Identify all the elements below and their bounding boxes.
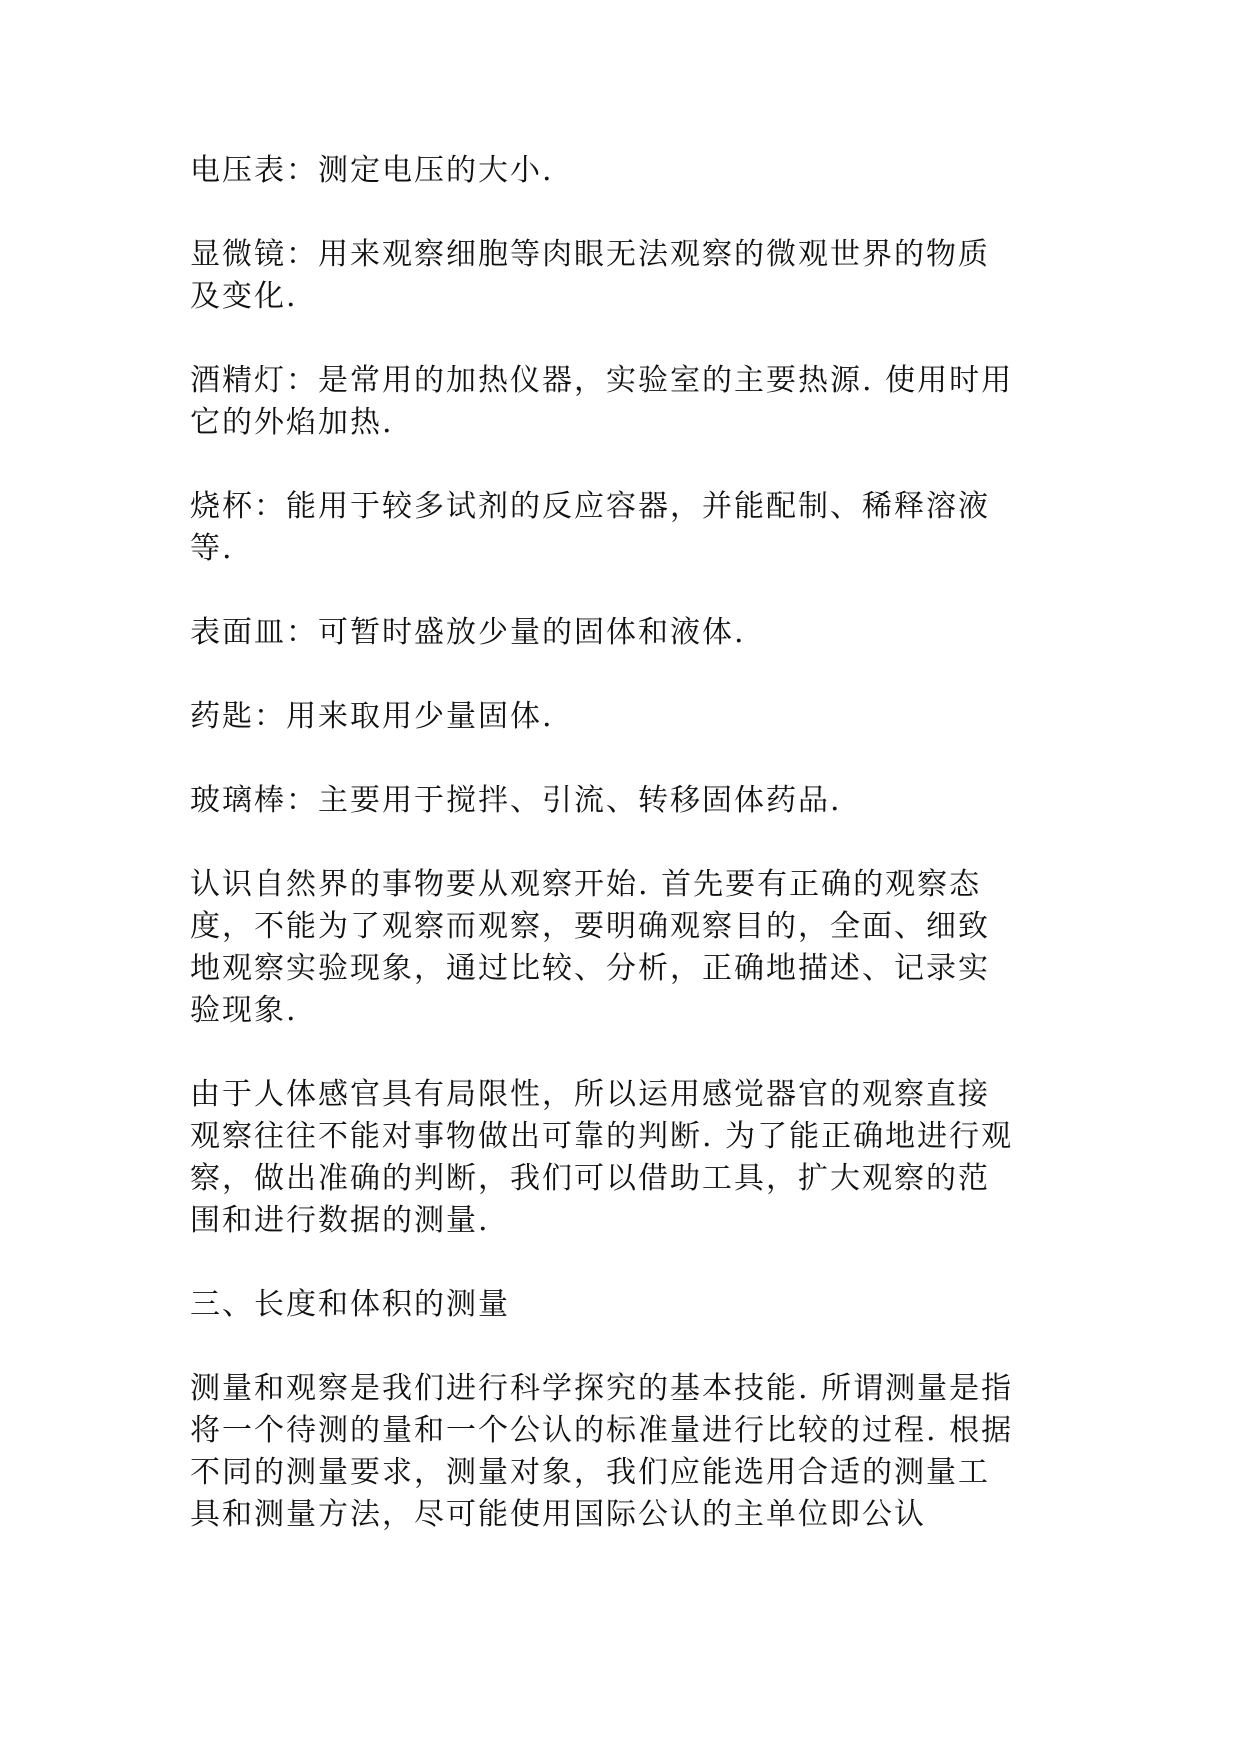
paragraph-microscope: 显微镜：用来观察细胞等肉眼无法观察的微观世界的物质及变化.: [190, 237, 990, 314]
section-heading: 三、长度和体积的测量: [190, 1287, 510, 1322]
paragraph-watch-glass: 表面皿：可暂时盛放少量的固体和液体.: [190, 615, 746, 650]
paragraph-beaker: 烧杯：能用于较多试剂的反应容器，并能配制、稀释溶液等.: [190, 489, 990, 566]
paragraph-measurement: 测量和观察是我们进行科学探究的基本技能. 所谓测量是指将一个待测的量和一个公认的标准量进行比较的过程. 根据不同的测量要求，测量对象，我们应能选用合适的测量工具和测量方法，尽可能使用国际公认的主单位即公认: [190, 1371, 1014, 1532]
paragraph-spatula: 药匙：用来取用少量固体.: [190, 699, 554, 734]
paragraph-voltmeter: 电压表：测定电压的大小.: [190, 153, 554, 188]
document-body: [190, 150, 1020, 1578]
paragraph-alcohol-lamp: 酒精灯：是常用的加热仪器，实验室的主要热源. 使用时用它的外焰加热.: [190, 363, 1014, 440]
paragraph-glass-rod: 玻璃棒：主要用于搅拌、引流、转移固体药品.: [190, 783, 842, 818]
paragraph-sensory-limits: 由于人体感官具有局限性，所以运用感觉器官的观察直接观察往往不能对事物做出可靠的判断. 为了能正确地进行观察，做出准确的判断，我们可以借助工具，扩大观察的范围和进行数据的测量.: [190, 1077, 1014, 1238]
paragraph-observation: 认识自然界的事物要从观察开始. 首先要有正确的观察态度，不能为了观察而观察，要明确观察目的，全面、细致地观察实验现象，通过比较、分析，正确地描述、记录实验现象.: [190, 867, 990, 1028]
